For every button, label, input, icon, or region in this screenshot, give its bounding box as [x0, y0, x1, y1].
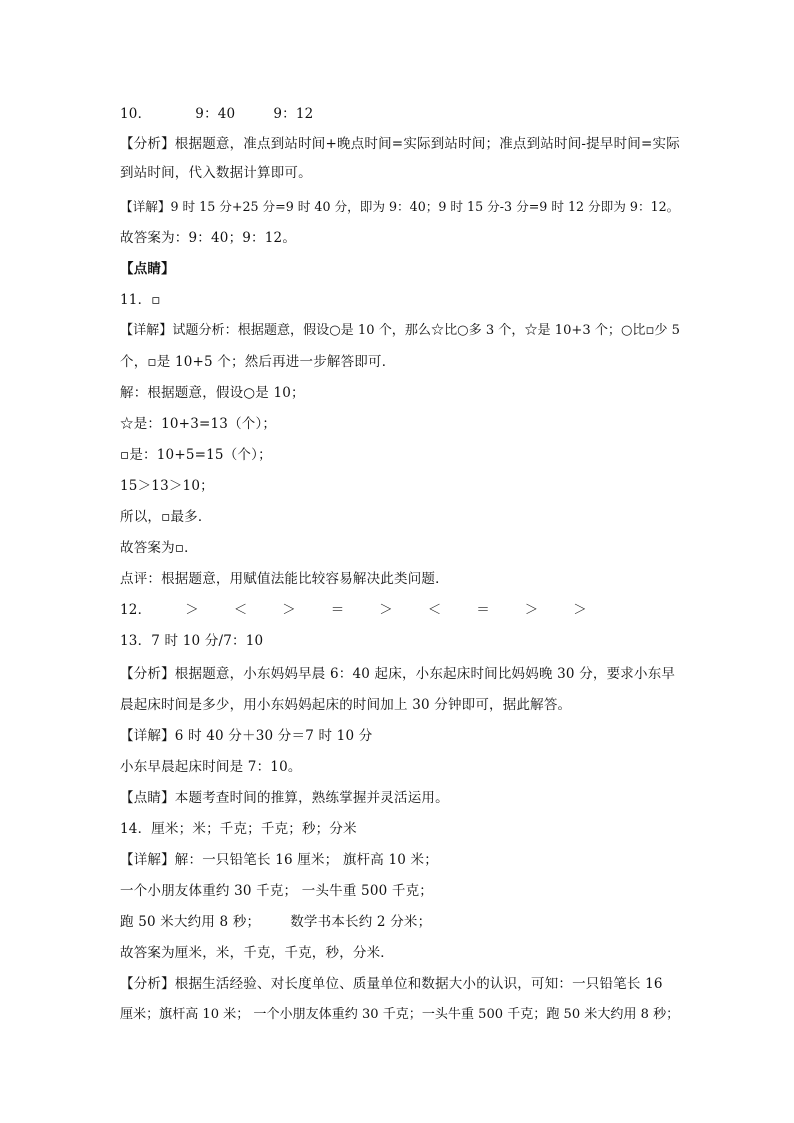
detail-text: 个，▫是 10+5 个；然后再进一步解答即可． — [120, 354, 396, 370]
solution-text: 15＞13＞10； — [120, 478, 214, 494]
compare-symbol: ＜ — [427, 602, 442, 618]
answer-11: 11．▫ — [120, 292, 161, 308]
analysis-text: 晨起床时间是多少，用小东妈妈起床的时间加上 30 分钟即可，据此解答。 — [120, 697, 572, 713]
solution-text: 所以，▫最多． — [120, 509, 212, 525]
compare-symbol: ＜ — [233, 602, 248, 618]
analysis-text: 厘米；旗杆高 10 米； 一个小朋友体重约 30 千克；一头牛重 500 千克；跑 50 米大约用 8 秒； — [120, 1007, 680, 1022]
analysis-text: 到站时间，代入数据计算即可。 — [120, 165, 312, 181]
answer-14: 14．厘米；米；千克；千克；秒；分米 — [120, 821, 357, 837]
comment-heading: 【点睛】 — [120, 261, 175, 277]
solution-text: 解：根据题意，假设○是 10； — [120, 385, 305, 401]
review-text: 点评：根据题意，用赋值法能比较容易解决此类问题． — [120, 571, 449, 587]
compare-symbol: ＞ — [379, 602, 393, 618]
analysis-text: 【分析】根据题意，小东妈妈早晨 6：40 起床，小东起床时间比妈妈晚 30 分，要求小东早 — [120, 666, 676, 682]
compare-symbol: ＝ — [476, 602, 490, 618]
detail-text-row — [120, 912, 680, 932]
solution-text: ▫是：10+5=15（个）； — [120, 447, 272, 463]
detail-text: 【详解】试题分析：根据题意，假设○是 10 个，那么☆比○多 3 个，☆是 10+3 个；○比▫少 5 — [120, 323, 680, 338]
solution-text: ☆是：10+3=13（个）； — [120, 416, 277, 432]
compare-symbol: ＞ — [524, 602, 539, 618]
detail-item: 跑 50 米大约用 8 秒； — [120, 914, 261, 930]
analysis-text: 【分析】根据题意，准点到站时间+晚点时间=实际到站时间；准点到站时间-提早时间=实际 — [120, 136, 680, 152]
detail-item: 数学书本长约 2 分米； — [290, 914, 432, 930]
detail-text: 小东早晨起床时间是 7：10。 — [120, 759, 302, 775]
detail-text: 一个小朋友体重约 30 千克； 一头牛重 500 千克； — [120, 883, 434, 899]
answer-value: 9：40 — [195, 106, 236, 122]
compare-symbol: ＞ — [185, 602, 199, 618]
answer-text: 故答案为厘米，米，千克，千克，秒，分米． — [120, 945, 394, 961]
question-number: 12． — [120, 602, 152, 618]
answer-text: 故答案为▫． — [120, 540, 198, 556]
answer-12 — [120, 600, 680, 620]
question-number: 10． — [120, 106, 152, 122]
compare-symbol: ＞ — [282, 602, 296, 618]
comment-text: 【点睛】本题考查时间的推算，熟练掌握并灵活运用。 — [120, 790, 449, 806]
detail-text: 【详解】9 时 15 分+25 分=9 时 40 分，即为 9：40；9 时 15 分-3 分=9 时 12 分即为 9：12。 — [120, 199, 680, 214]
answer-10 — [120, 104, 680, 124]
answer-text: 故答案为：9：40；9：12。 — [120, 230, 297, 246]
answer-13: 13．7 时 10 分/7：10 — [120, 633, 264, 649]
detail-text: 【详解】解：一只铅笔长 16 厘米； 旗杆高 10 米； — [120, 852, 438, 868]
compare-symbol: ＞ — [573, 602, 587, 618]
compare-symbol: ＝ — [330, 602, 345, 618]
answer-value: 9：12 — [273, 106, 314, 122]
detail-text: 【详解】6 时 40 分＋30 分＝7 时 10 分 — [120, 728, 373, 744]
analysis-text: 【分析】根据生活经验、对长度单位、质量单位和数据大小的认识，可知：一只铅笔长 16 — [120, 976, 663, 992]
